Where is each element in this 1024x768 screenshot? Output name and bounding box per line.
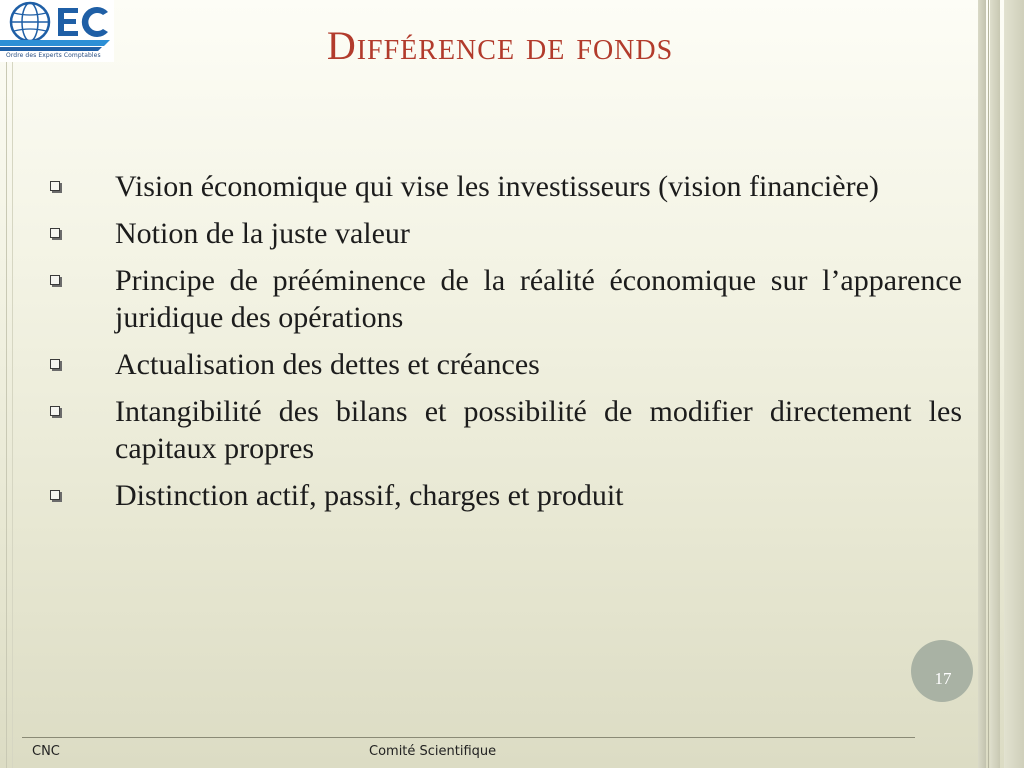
square-bullet-icon [50,490,60,500]
list-item [42,393,962,467]
list-item [42,215,962,252]
right-decorative-band [978,0,986,768]
right-border-rule [988,0,989,768]
list-item [42,477,962,514]
list-item [42,168,962,205]
content-area [42,168,962,524]
square-bullet-icon [50,406,60,416]
right-decorative-band [1004,0,1024,768]
footer-left-text: CNC [32,744,60,759]
square-bullet-icon [50,275,60,285]
left-border-rule [6,0,7,768]
logo-caption: Ordre des Experts Comptables [6,52,101,59]
square-bullet-icon [50,359,60,369]
list-item [42,346,962,383]
footer-center-text: Comité Scientifique [369,744,497,759]
square-bullet-icon [50,181,60,191]
square-bullet-icon [50,228,60,238]
page-number-badge [911,640,973,702]
bullet-text: Intangibilité des bilans et possibilité de modifier directement les capitaux propres [115,395,962,465]
bullet-list [42,168,962,514]
bullet-text: Notion de la juste valeur [115,217,410,250]
footer-divider [22,737,915,738]
slide-title: Différence de fonds [326,23,674,68]
right-decorative-band [990,0,1000,768]
bullet-text: Vision économique qui vise les investisseurs (vision financière) [115,170,879,203]
bullet-text: Principe de prééminence de la réalité économique sur l’apparence juridique des opérations [115,264,962,334]
list-item [42,262,962,336]
oec-logo [0,0,114,62]
bullet-text: Distinction actif, passif, charges et produit [115,479,624,512]
left-border-rule [12,0,13,768]
bullet-text: Actualisation des dettes et créances [115,348,540,381]
page-number: 17 [934,669,952,688]
